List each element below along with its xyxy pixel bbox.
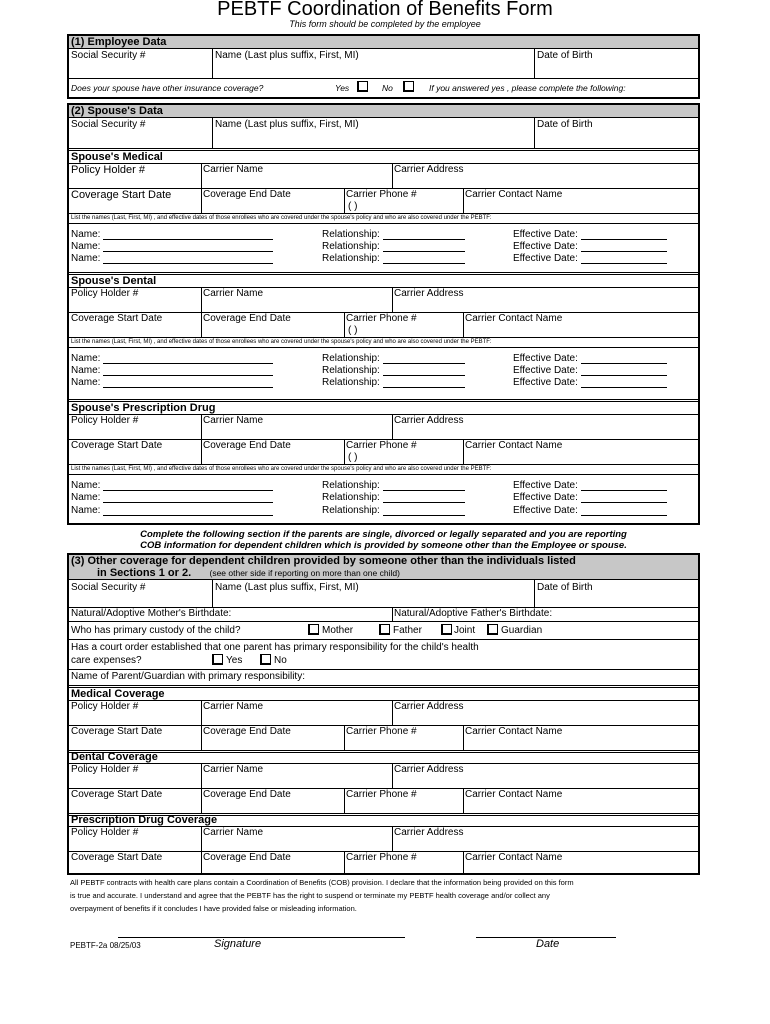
enrollee-row <box>513 377 667 388</box>
enrollee-relationship-field[interactable] <box>383 506 465 516</box>
enrollee-row <box>322 353 465 364</box>
spouse-medical-carrier-phone: Carrier Phone # <box>346 189 417 200</box>
primary-guardian-name-label: Name of Parent/Guardian with primary responsibility: <box>71 671 305 682</box>
child-rx-carrier-phone: Carrier Phone # <box>346 852 417 863</box>
enrollee-row <box>322 229 465 240</box>
enrollee-row <box>71 492 273 503</box>
enrollee-effective-field[interactable] <box>581 242 667 252</box>
child-rx-policy-holder: Policy Holder # <box>71 827 139 838</box>
enrollee-row <box>71 505 273 516</box>
enrollee-effective-field[interactable] <box>581 493 667 503</box>
enrollee-row <box>322 480 465 491</box>
child-rx-coverage-end: Coverage End Date <box>203 852 291 863</box>
enrollee-relationship-field[interactable] <box>383 254 465 264</box>
spouse-dental-carrier-address: Carrier Address <box>394 288 464 299</box>
enrollee-row <box>513 365 667 376</box>
spouse-dental-coverage-start: Coverage Start Date <box>71 313 163 324</box>
enrollee-relationship-field[interactable] <box>383 230 465 240</box>
spouse-dental-carrier-name: Carrier Name <box>203 288 264 299</box>
dependent-note <box>67 529 700 551</box>
child-dental-carrier-phone: Carrier Phone # <box>346 789 417 800</box>
enrollee-effective-field[interactable] <box>581 230 667 240</box>
child-rx-carrier-contact: Carrier Contact Name <box>465 852 563 863</box>
spouse-dental-phone-parens: ( ) <box>348 325 358 336</box>
child-medical-carrier-phone: Carrier Phone # <box>346 726 417 737</box>
dependent-header-line2: in Sections 1 or 2. <box>97 567 192 579</box>
custody-mother-label: Mother <box>322 625 354 636</box>
enrollee-row <box>513 505 667 516</box>
spouse-rx-enrollee-note: List the names (Last, First, MI) , and effective dates of those enrollees who are covered under the spouse's policy and who are also covered under the PEBTF: <box>71 466 492 472</box>
enrollee-effective-label: Effective Date: <box>513 253 578 264</box>
enrollee-effective-label: Effective Date: <box>513 480 578 491</box>
enrollee-name-field[interactable] <box>103 230 273 240</box>
child-dental-policy-holder: Policy Holder # <box>71 764 139 775</box>
enrollee-row <box>71 365 273 376</box>
enrollee-name-field[interactable] <box>103 481 273 491</box>
enrollee-name-label: Name: <box>71 377 101 388</box>
enrollee-name-field[interactable] <box>103 354 273 364</box>
court-order-no-checkbox[interactable] <box>260 654 271 665</box>
dependent-header-note: (see other side if reporting on more than one child) <box>209 568 400 578</box>
enrollee-name-label: Name: <box>71 492 101 503</box>
enrollee-row <box>71 377 273 388</box>
spouse-coverage-question: Does your spouse have other insurance coverage? <box>71 83 264 93</box>
enrollee-row <box>71 229 273 240</box>
spouse-dental-enrollee-note: List the names (Last, First, MI) , and effective dates of those enrollees who are covered under the spouse's policy and who are also covered under the PEBTF: <box>71 339 492 345</box>
spouse-rx-coverage-end: Coverage End Date <box>203 440 291 451</box>
enrollee-effective-label: Effective Date: <box>513 353 578 364</box>
spouse-rx-carrier-name: Carrier Name <box>203 415 264 426</box>
enrollee-name-field[interactable] <box>103 506 273 516</box>
child-ssn-label: Social Security # <box>71 582 146 593</box>
enrollee-relationship-label: Relationship: <box>322 492 380 503</box>
father-birthdate-label: Natural/Adoptive Father's Birthdate: <box>394 608 553 619</box>
employee-data-section <box>67 34 700 99</box>
child-medical-carrier-name: Carrier Name <box>203 701 264 712</box>
enrollee-row <box>71 353 273 364</box>
spouse-medical-policy-holder: Policy Holder # <box>71 164 145 176</box>
child-dental-title: Dental Coverage <box>71 751 158 763</box>
enrollee-name-label: Name: <box>71 253 101 264</box>
enrollee-name-field[interactable] <box>103 493 273 503</box>
mother-birthdate-label: Natural/Adoptive Mother's Birthdate: <box>71 608 232 619</box>
spouse-rx-policy-holder: Policy Holder # <box>71 415 139 426</box>
spouse-medical-title: Spouse's Medical <box>71 151 163 163</box>
employee-dob-label: Date of Birth <box>537 50 593 61</box>
enrollee-name-field[interactable] <box>103 254 273 264</box>
dependent-coverage-section <box>67 553 700 875</box>
spouse-rx-phone-parens: ( ) <box>348 452 358 463</box>
enrollee-row <box>322 492 465 503</box>
enrollee-relationship-field[interactable] <box>383 493 465 503</box>
custody-mother-checkbox[interactable] <box>308 624 319 635</box>
enrollee-effective-field[interactable] <box>581 366 667 376</box>
enrollee-row <box>513 353 667 364</box>
custody-joint-label: Joint <box>454 625 476 636</box>
enrollee-relationship-label: Relationship: <box>322 229 380 240</box>
enrollee-relationship-field[interactable] <box>383 481 465 491</box>
enrollee-name-field[interactable] <box>103 366 273 376</box>
spouse-coverage-yes-checkbox[interactable] <box>357 81 368 92</box>
spouse-medical-carrier-address: Carrier Address <box>394 164 464 175</box>
form-subtitle: This form should be completed by the employee <box>289 19 481 29</box>
spouse-medical-enrollee-note: List the names (Last, First, MI) , and effective dates of those enrollees who are covered under the spouse's policy and who are also covered under the PEBTF: <box>71 215 492 221</box>
enrollee-row <box>322 253 465 264</box>
enrollee-relationship-field[interactable] <box>383 354 465 364</box>
child-medical-coverage-end: Coverage End Date <box>203 726 291 737</box>
dependent-coverage-header <box>69 555 698 580</box>
enrollee-effective-label: Effective Date: <box>513 377 578 388</box>
court-order-no-label: No <box>274 655 287 666</box>
enrollee-effective-field[interactable] <box>581 254 667 264</box>
enrollee-row <box>322 241 465 252</box>
enrollee-row <box>322 365 465 376</box>
enrollee-name-label: Name: <box>71 229 101 240</box>
enrollee-relationship-label: Relationship: <box>322 353 380 364</box>
child-dental-carrier-name: Carrier Name <box>203 764 264 775</box>
child-rx-coverage-start: Coverage Start Date <box>71 852 163 863</box>
court-order-yes-checkbox[interactable] <box>212 654 223 665</box>
spouse-coverage-instruction: If you answered yes , please complete the following: <box>429 83 626 93</box>
enrollee-relationship-label: Relationship: <box>322 505 380 516</box>
dependent-note-line1: Complete the following section if the parents are single, divorced or legally separated and you are reporting <box>140 529 627 540</box>
spouse-rx-carrier-address: Carrier Address <box>394 415 464 426</box>
spouse-medical-carrier-contact: Carrier Contact Name <box>465 189 563 200</box>
spouse-dental-carrier-phone: Carrier Phone # <box>346 313 417 324</box>
custody-question: Who has primary custody of the child? <box>71 625 241 636</box>
child-dental-coverage-end: Coverage End Date <box>203 789 291 800</box>
signature-line[interactable] <box>118 937 405 938</box>
enrollee-row <box>71 480 273 491</box>
child-rx-carrier-name: Carrier Name <box>203 827 264 838</box>
spouse-ssn-label: Social Security # <box>71 119 146 130</box>
spouse-dental-coverage-end: Coverage End Date <box>203 313 291 324</box>
enrollee-relationship-label: Relationship: <box>322 377 380 388</box>
custody-guardian-checkbox[interactable] <box>487 624 498 635</box>
spouse-rx-coverage-start: Coverage Start Date <box>71 440 163 451</box>
signature-label: Signature <box>214 938 262 950</box>
court-order-question-line1: Has a court order established that one parent has primary responsibility for the child's health <box>71 642 479 653</box>
child-medical-policy-holder: Policy Holder # <box>71 701 139 712</box>
spouse-coverage-no-label: No <box>382 83 393 93</box>
custody-father-checkbox[interactable] <box>379 624 390 635</box>
spouse-dob-label: Date of Birth <box>537 119 593 130</box>
enrollee-name-field[interactable] <box>103 378 273 388</box>
child-medical-carrier-address: Carrier Address <box>394 701 464 712</box>
enrollee-effective-field[interactable] <box>581 378 667 388</box>
enrollee-relationship-field[interactable] <box>383 378 465 388</box>
enrollee-row <box>513 480 667 491</box>
custody-joint-checkbox[interactable] <box>441 624 452 635</box>
enrollee-row <box>322 377 465 388</box>
enrollee-row <box>71 253 273 264</box>
spouse-dental-title: Spouse's Dental <box>71 275 157 287</box>
enrollee-relationship-label: Relationship: <box>322 365 380 376</box>
spouse-coverage-no-checkbox[interactable] <box>403 81 414 92</box>
child-dental-carrier-address: Carrier Address <box>394 764 464 775</box>
spouse-data-section <box>67 103 700 525</box>
enrollee-effective-label: Effective Date: <box>513 505 578 516</box>
form-number: PEBTF-2a 08/25/03 <box>70 941 141 950</box>
enrollee-relationship-label: Relationship: <box>322 253 380 264</box>
spouse-rx-carrier-contact: Carrier Contact Name <box>465 440 563 451</box>
enrollee-effective-label: Effective Date: <box>513 229 578 240</box>
child-rx-title: Prescription Drug Coverage <box>71 814 218 826</box>
enrollee-effective-label: Effective Date: <box>513 365 578 376</box>
enrollee-relationship-label: Relationship: <box>322 480 380 491</box>
enrollee-name-label: Name: <box>71 353 101 364</box>
child-dental-coverage-start: Coverage Start Date <box>71 789 163 800</box>
enrollee-row <box>71 241 273 252</box>
spouse-rx-title: Spouse's Prescription Drug <box>71 402 216 414</box>
spouse-medical-carrier-name: Carrier Name <box>203 164 264 175</box>
spouse-rx-carrier-phone: Carrier Phone # <box>346 440 417 451</box>
enrollee-effective-label: Effective Date: <box>513 492 578 503</box>
custody-father-label: Father <box>393 625 422 636</box>
cob-declaration-line2: is true and accurate. I understand and agree that the PEBTF has the right to suspend or terminate my PEBTF health coverage and/or collect any <box>70 891 550 900</box>
enrollee-effective-field[interactable] <box>581 354 667 364</box>
enrollee-name-label: Name: <box>71 480 101 491</box>
dependent-note-line2: COB information for dependent children which is provided by someone other than the Employee or spouse. <box>140 540 627 551</box>
date-label: Date <box>536 938 560 950</box>
dependent-header-line1: (3) Other coverage for dependent children provided by someone other than the individuals listed <box>71 555 576 567</box>
child-medical-carrier-contact: Carrier Contact Name <box>465 726 563 737</box>
cob-declaration-line1: All PEBTF contracts with health care plans contain a Coordination of Benefits (COB) provision. I declare that the information being provided on this form <box>70 878 574 887</box>
enrollee-row <box>513 229 667 240</box>
cob-declaration-line3: overpayment of benefits if it concludes I have provided false or misleading information. <box>70 904 357 913</box>
enrollee-row <box>513 253 667 264</box>
spouse-name-label: Name (Last plus suffix, First, MI) <box>215 119 359 130</box>
child-dental-carrier-contact: Carrier Contact Name <box>465 789 563 800</box>
spouse-dental-policy-holder: Policy Holder # <box>71 288 139 299</box>
employee-data-header: (1) Employee Data <box>69 36 698 49</box>
child-dob-label: Date of Birth <box>537 582 593 593</box>
enrollee-relationship-field[interactable] <box>383 366 465 376</box>
enrollee-effective-field[interactable] <box>581 481 667 491</box>
spouse-coverage-yes-label: Yes <box>335 83 350 93</box>
enrollee-row <box>322 505 465 516</box>
spouse-medical-coverage-end: Coverage End Date <box>203 189 291 200</box>
enrollee-row <box>513 492 667 503</box>
employee-name-label: Name (Last plus suffix, First, MI) <box>215 50 359 61</box>
employee-ssn-label: Social Security # <box>71 50 146 61</box>
enrollee-relationship-label: Relationship: <box>322 241 380 252</box>
enrollee-row <box>513 241 667 252</box>
custody-guardian-label: Guardian <box>501 625 543 636</box>
enrollee-name-label: Name: <box>71 241 101 252</box>
enrollee-effective-label: Effective Date: <box>513 241 578 252</box>
child-medical-coverage-start: Coverage Start Date <box>71 726 163 737</box>
enrollee-relationship-field[interactable] <box>383 242 465 252</box>
child-medical-title: Medical Coverage <box>71 688 165 700</box>
court-order-yes-label: Yes <box>226 655 243 666</box>
enrollee-name-label: Name: <box>71 505 101 516</box>
form-title: PEBTF Coordination of Benefits Form <box>217 0 553 20</box>
spouse-medical-phone-parens: ( ) <box>348 201 358 212</box>
spouse-data-header: (2) Spouse's Data <box>69 105 698 118</box>
court-order-question-line2: care expenses? <box>71 655 142 666</box>
spouse-medical-coverage-start: Coverage Start Date <box>71 189 172 201</box>
enrollee-name-field[interactable] <box>103 242 273 252</box>
enrollee-effective-field[interactable] <box>581 506 667 516</box>
enrollee-name-label: Name: <box>71 365 101 376</box>
child-rx-carrier-address: Carrier Address <box>394 827 464 838</box>
spouse-dental-carrier-contact: Carrier Contact Name <box>465 313 563 324</box>
child-name-label: Name (Last plus suffix, First, MI) <box>215 582 359 593</box>
